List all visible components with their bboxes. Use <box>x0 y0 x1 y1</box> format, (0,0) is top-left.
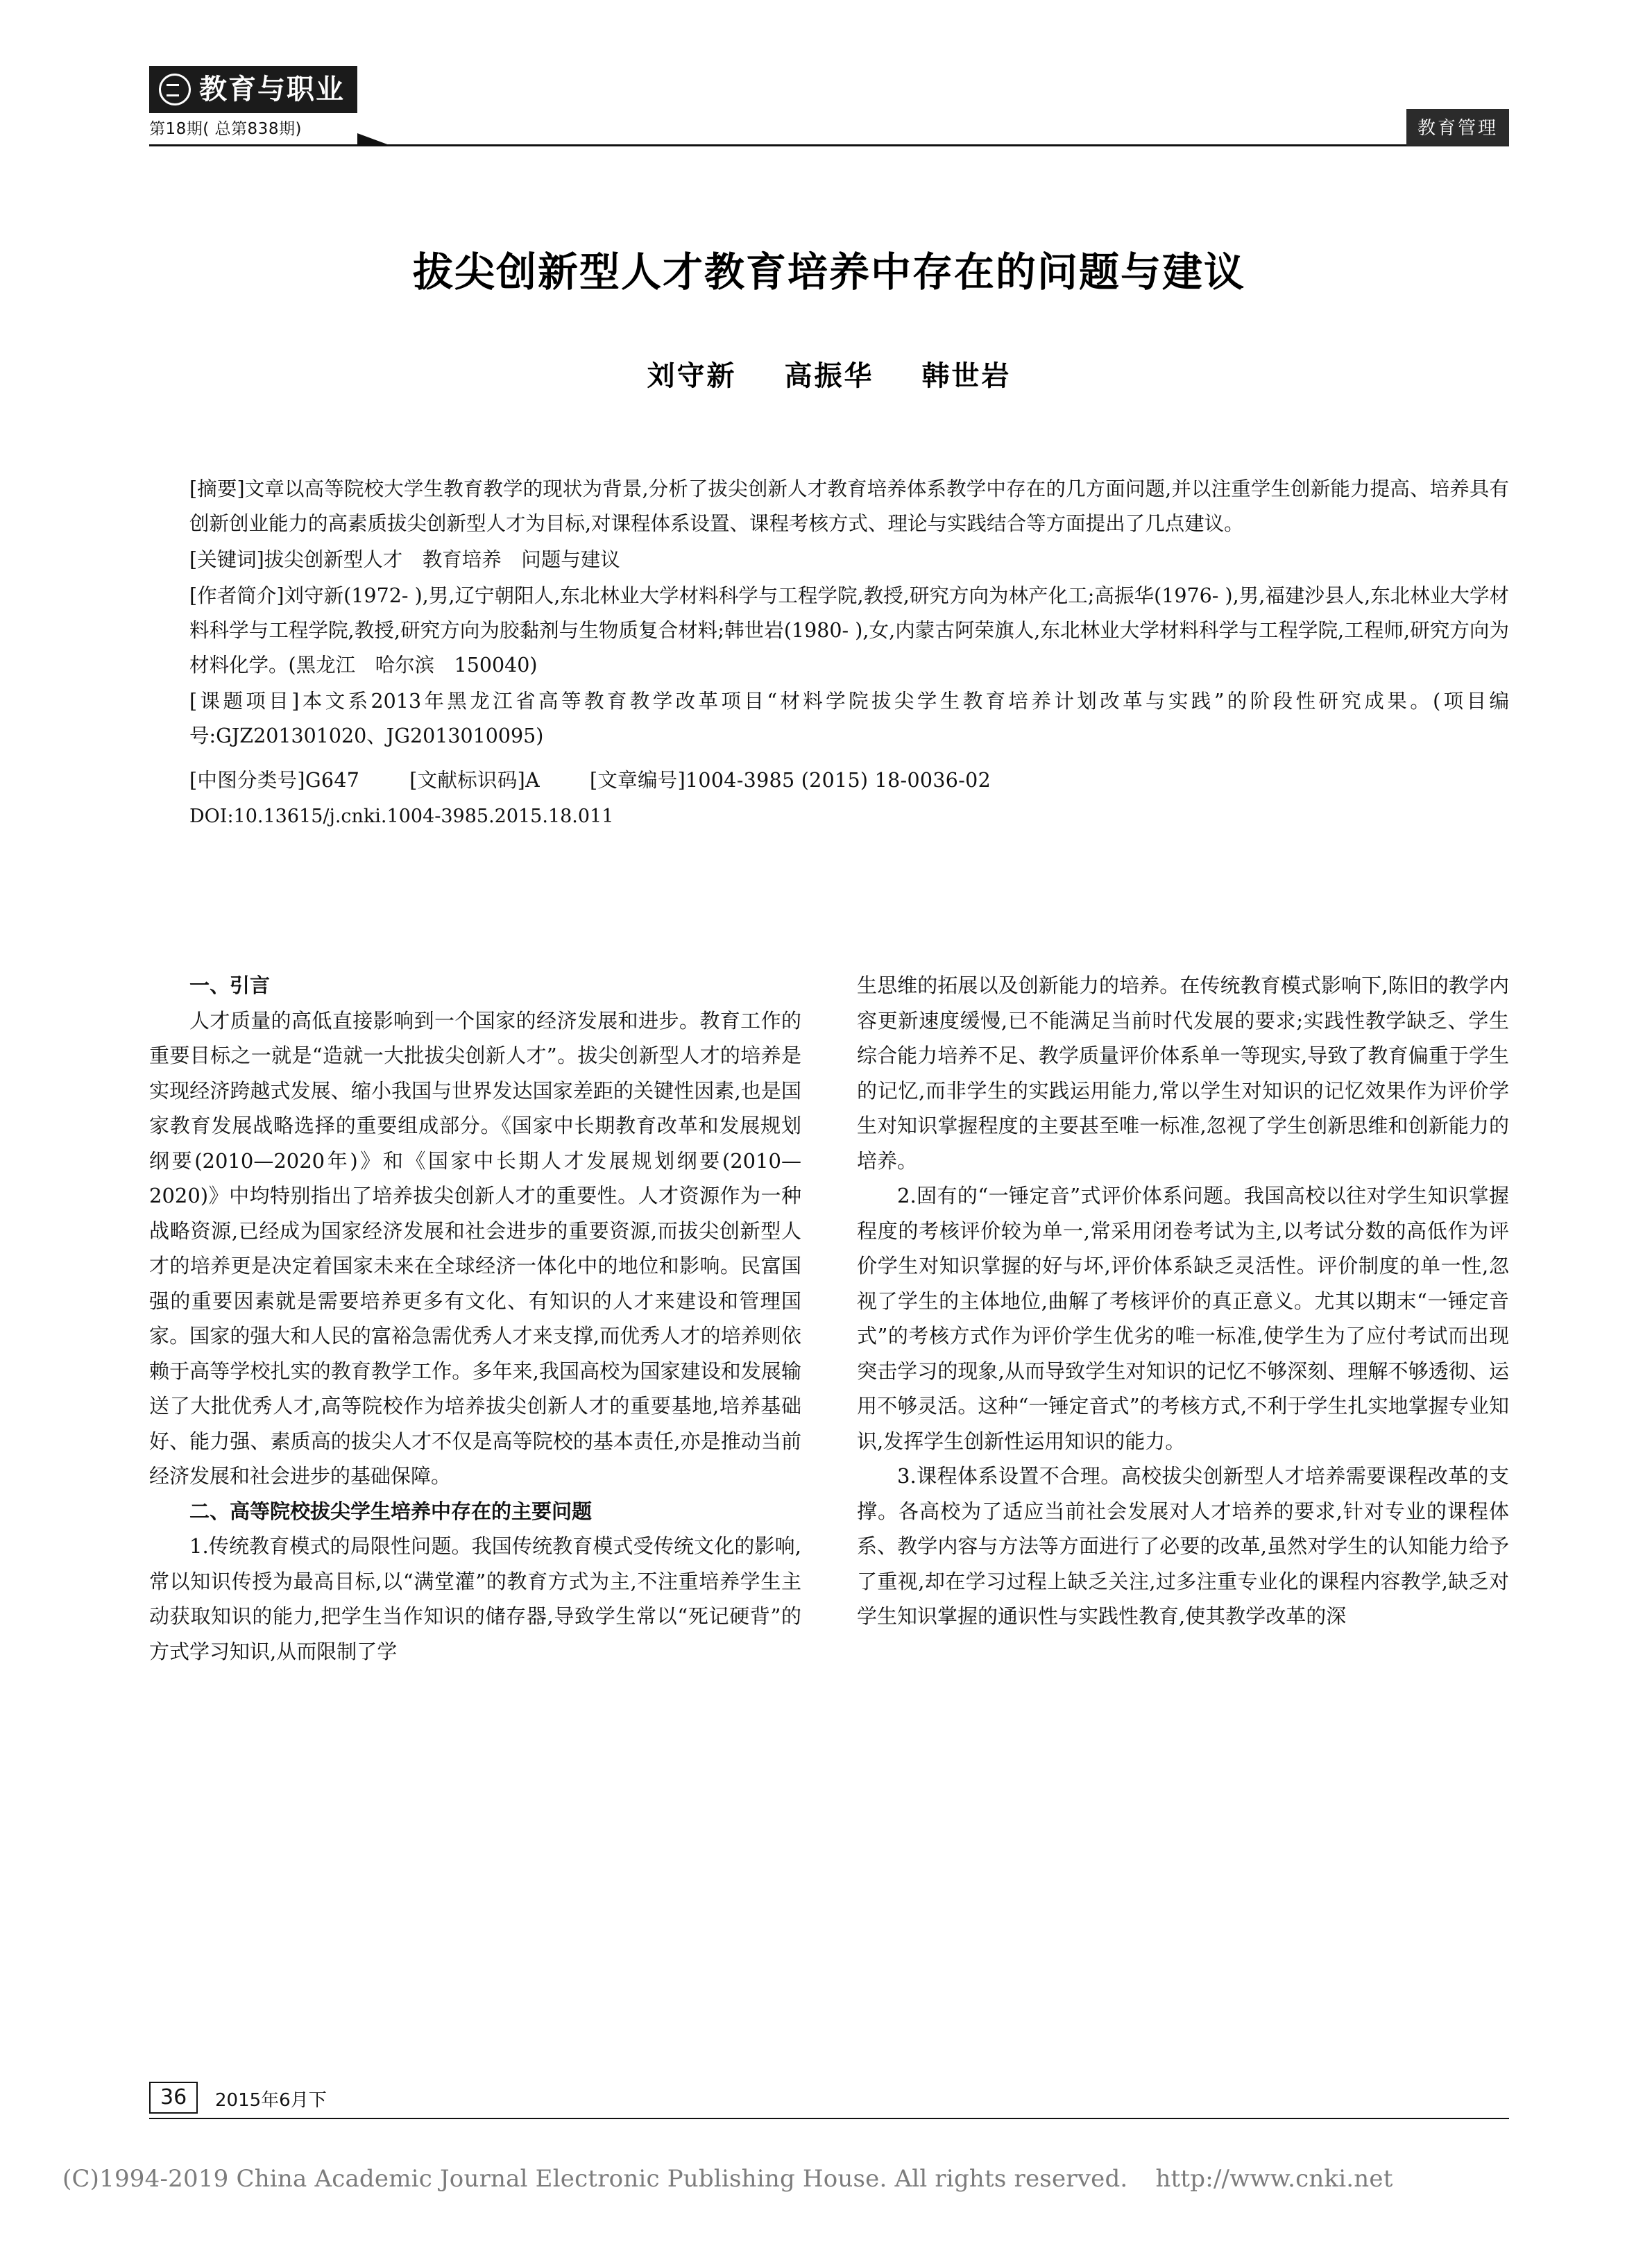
author-bio-label: [作者简介] <box>189 584 284 607</box>
paragraph-problem-1: 1.传统教育模式的局限性问题。我国传统教育模式受传统文化的影响,常以知识传授为最高目标,以“满堂灌”的教育方式为主,不注重培养学生主动获取知识的能力,把学生当作知识的储存器,导致学生常以“死记硬背”的方式学习知识,从而限制了学 <box>149 1534 801 1663</box>
footer-rule <box>149 2118 1509 2119</box>
author-1: 刘守新 <box>647 360 737 392</box>
footer <box>149 2082 1509 2123</box>
project-text: 本文系2013年黑龙江省高等教育教学改革项目“材料学院拔尖学生教育培养计划改革与实践”的阶段性研究成果。(项目编号:GJZ201301020、JG2013010095) <box>189 690 1509 747</box>
author-list <box>149 354 1509 393</box>
keywords-label: [关键词] <box>189 548 264 571</box>
doc-code-value: A <box>525 769 540 792</box>
paragraph-problem-2: 2.固有的“一锤定音”式评价体系问题。我国高校以往对学生知识掌握程度的考核评价较为单一,常采用闭卷考试为主,以考试分数的高低作为评价学生对知识掌握的好与坏,评价体系缺乏灵活性。评价制度的单一性,忽视了学生的主体地位,曲解了考核评价的真正意义。尤其以期末“一锤定音式”的考核方式作为评价学生优劣的唯一标准,使学生为了应付考试而出现突击学习的现象,从而导致学生对知识的记忆不够深刻、理解不够透彻、运用不够灵活。这种“一锤定音式”的考核方式,不利于学生扎实地掌握专业知识,发挥学生创新性运用知识的能力。 <box>857 1184 1509 1453</box>
author-3: 韩世岩 <box>921 360 1012 392</box>
author-bio-text: 刘守新(1972- ),男,辽宁朝阳人,东北林业大学材料科学与工程学院,教授,研究方向为林产化工;高振华(1976- ),男,福建沙县人,东北林业大学材料科学与工程学院,教授,研究方向为胶黏剂与生物质复合材料;韩世岩(1980- ),女,内蒙古阿荣旗人,东北林业大学材料科学与工程学院,工程师,研究方向为材料化学。(黑龙江 哈尔滨 150040) <box>189 584 1509 677</box>
abstract-label: [摘要] <box>189 477 245 500</box>
masthead <box>149 66 1509 149</box>
copyright-notice <box>62 2165 1589 2193</box>
body-columns <box>149 968 1509 2071</box>
page-title: 拔尖创新型人才教育培养中存在的问题与建议 <box>412 248 1245 296</box>
page-number: 36 <box>149 2082 198 2114</box>
abstract-text: 文章以高等院校大学生教育教学的现状为背景,分析了拔尖创新人才教育培养体系教学中存在的几方面问题,并以注重学生创新能力提高、培养具有创新创业能力的高素质拔尖创新型人才为目标,对课程体系设置、课程考核方式、理论与实践结合等方面提出了几点建议。 <box>189 477 1509 535</box>
column-left <box>149 968 801 1669</box>
author-bio-block <box>149 579 1509 683</box>
cnki-url: http://www.cnki.net <box>1155 2165 1393 2193</box>
clc-label: [中图分类号] <box>189 769 305 792</box>
keywords-text: 拔尖创新型人才 教育培养 问题与建议 <box>264 548 620 571</box>
footer-date: 2015年6月下 <box>215 2090 327 2111</box>
frontmatter <box>149 472 1509 834</box>
doi-line: DOI:10.13615/j.cnki.1004-3985.2015.18.011 <box>189 806 614 827</box>
masthead-rule <box>149 144 1509 146</box>
journal-name: 教育与职业 <box>199 74 345 105</box>
keywords-block <box>149 543 1509 577</box>
copyright-text: (C)1994-2019 China Academic Journal Electronic Publishing House. All rights reserved. <box>62 2165 1128 2193</box>
paragraph-problem-1-cont: 生思维的拓展以及创新能力的培养。在传统教育模式影响下,陈旧的教学内容更新速度缓慢,已不能满足当前时代发展的要求;实践性教学缺乏、学生综合能力培养不足、教学质量评价体系单一等现实,导致了教育偏重于学生的记忆,而非学生的实践运用能力,常以学生对知识的记忆效果作为评价学生对知识掌握程度的主要甚至唯一标准,忽视了学生创新思维和创新能力的培养。 <box>857 974 1509 1173</box>
doc-code-label: [文献标识码] <box>409 769 526 792</box>
clc-value: G647 <box>305 769 360 792</box>
project-block <box>149 684 1509 754</box>
journal-emblem-icon <box>159 74 191 105</box>
issue-line: 第18期( 总第838期) <box>149 120 302 138</box>
section-heading-1: 一、引言 <box>189 974 271 997</box>
paragraph-problem-3: 3.课程体系设置不合理。高校拔尖创新型人才培养需要课程改革的支撑。各高校为了适应当前社会发展对人才培养的要求,针对专业的课程体系、教学内容与方法等方面进行了必要的改革,虽然对学生的认知能力给予了重视,却在学习过程上缺乏关注,过多注重专业化的课程内容教学,缺乏对学生知识掌握的通识性与实践性教育,使其教学改革的深 <box>857 1464 1509 1628</box>
author-2: 高振华 <box>784 360 874 392</box>
column-right <box>857 968 1509 1634</box>
journal-logo <box>149 66 357 113</box>
project-label: [课题项目] <box>189 690 300 713</box>
section-heading-2: 二、高等院校拔尖学生培养中存在的主要问题 <box>189 1499 593 1523</box>
section-tag: 教育管理 <box>1406 109 1509 146</box>
abstract-block <box>149 472 1509 541</box>
classification-line <box>149 763 1509 798</box>
article-id-label: [文章编号] <box>589 769 686 792</box>
article-id-value: 1004-3985 (2015) 18-0036-02 <box>686 769 991 792</box>
paragraph-intro: 人才质量的高低直接影响到一个国家的经济发展和进步。教育工作的重要目标之一就是“造就一大批拔尖创新人才”。拔尖创新型人才的培养是实现经济跨越式发展、缩小我国与世界发达国家差距的关键性因素,也是国家教育发展战略选择的重要组成部分。《国家中长期教育改革和发展规划纲要(2010—2020年)》和《国家中长期人才发展规划纲要(2010—2020)》中均特别指出了培养拔尖创新人才的重要性。人才资源作为一种战略资源,已经成为国家经济发展和社会进步的重要资源,而拔尖创新型人才的培养更是决定着国家未来在全球经济一体化中的地位和影响。民富国强的重要因素就是需要培养更多有文化、有知识的人才来建设和管理国家。国家的强大和人民的富裕急需优秀人才来支撑,而优秀人才的培养则依赖于高等学校扎实的教育教学工作。多年来,我国高校为国家建设和发展输送了大批优秀人才,高等院校作为培养拔尖创新人才的重要基地,培养基础好、能力强、素质高的拔尖人才不仅是高等院校的基本责任,亦是推动当前经济发展和社会进步的基础保障。 <box>149 1008 801 1488</box>
